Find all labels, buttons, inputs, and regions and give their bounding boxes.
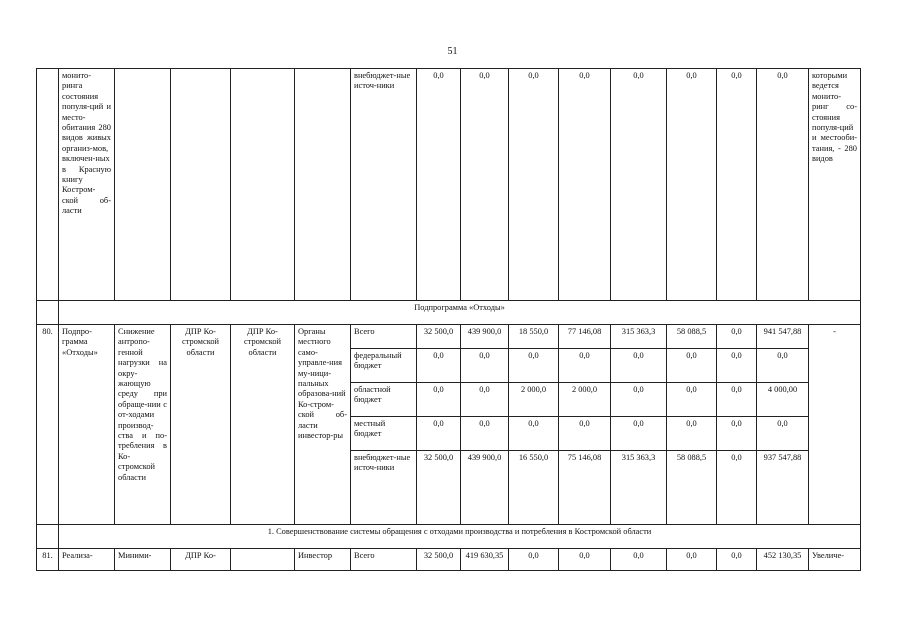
- cell-value: 75 146,08: [559, 451, 611, 525]
- cell-value: 0,0: [461, 69, 509, 301]
- cell-value: 0,0: [611, 417, 667, 451]
- cell-value: 0,0: [417, 417, 461, 451]
- cell-value: 0,0: [461, 383, 509, 417]
- cell-value: 0,0: [757, 349, 809, 383]
- cell-value: 0,0: [717, 349, 757, 383]
- cell-source: Всего: [351, 549, 417, 571]
- cell-value: 0,0: [509, 69, 559, 301]
- cell-value: 2 000,0: [509, 383, 559, 417]
- cell-participants: Органы местного само-управле-ния му-ници-пальных образова-ний Ко-стром-ской об-ласти инвестор-ры: [295, 325, 351, 525]
- section-row: [37, 301, 861, 325]
- cell-value: 0,0: [757, 69, 809, 301]
- cell-name: монито-ринга состояния популя-ций и место-обитания 280 видов живых организ-мов, включен-ных в Красную книгу Костром-ской об-ласти: [59, 69, 115, 301]
- cell-value: 941 547,88: [757, 325, 809, 349]
- row-number: 81.: [37, 549, 59, 571]
- page-number: 51: [447, 46, 458, 57]
- cell-source: местный бюджет: [351, 417, 417, 451]
- cell-goal: Снижение антропо-генной нагрузки на окру-жающую среду при обраще-нии с от-ходами производ-ства и по-требления в Ко-стромской области: [115, 325, 171, 525]
- cell-value: 0,0: [667, 549, 717, 571]
- cell-value: 0,0: [667, 417, 717, 451]
- cell-value: 18 550,0: [509, 325, 559, 349]
- cell-source: Всего: [351, 325, 417, 349]
- cell-value: 439 900,0: [461, 451, 509, 525]
- cell-goal: Миними-: [115, 549, 171, 571]
- cell-value: 2 000,0: [559, 383, 611, 417]
- section-title: Подпрограмма «Отходы»: [59, 301, 861, 325]
- cell-value: 58 088,5: [667, 451, 717, 525]
- cell-value: 0,0: [611, 349, 667, 383]
- cell-customer: ДПР Ко-: [171, 549, 231, 571]
- cell-result: которыми ведется монито-ринг со-стояния популя-ций и местооби-тания, - 280 видов: [809, 69, 861, 301]
- cell-value: 0,0: [417, 69, 461, 301]
- cell-value: 0,0: [559, 549, 611, 571]
- cell-executor: [231, 549, 295, 571]
- cell-value: 16 550,0: [509, 451, 559, 525]
- cell-value: 439 900,0: [461, 325, 509, 349]
- cell-value: 32 500,0: [417, 451, 461, 525]
- cell-participants: Инвестор: [295, 549, 351, 571]
- cell-value: 0,0: [717, 549, 757, 571]
- row-number: 80.: [37, 325, 59, 525]
- cell-value: 419 630,35: [461, 549, 509, 571]
- cell-value: 4 000,00: [757, 383, 809, 417]
- cell-value: 0,0: [611, 549, 667, 571]
- cell-value: 0,0: [667, 69, 717, 301]
- cell-value: 0,0: [509, 349, 559, 383]
- cell-value: 315 363,3: [611, 451, 667, 525]
- cell-value: 32 500,0: [417, 325, 461, 349]
- cell-result: Увеличе-: [809, 549, 861, 571]
- table-row: [37, 69, 861, 301]
- cell-value: 0,0: [509, 549, 559, 571]
- cell-value: 32 500,0: [417, 549, 461, 571]
- cell-source: внебюджет-ные источ-ники: [351, 451, 417, 525]
- cell-value: 0,0: [559, 69, 611, 301]
- cell-value: 58 088,5: [667, 325, 717, 349]
- cell-value: 0,0: [417, 383, 461, 417]
- section-row: [37, 525, 861, 549]
- cell-value: 77 146,08: [559, 325, 611, 349]
- cell-value: 0,0: [417, 349, 461, 383]
- cell-value: 0,0: [461, 417, 509, 451]
- cell-source: внебюджет-ные источ-ники: [351, 69, 417, 301]
- table-row: [37, 549, 861, 571]
- cell-value: 0,0: [717, 451, 757, 525]
- cell-executor: ДПР Ко-стромской области: [231, 325, 295, 525]
- cell-value: 0,0: [717, 69, 757, 301]
- cell-value: 0,0: [717, 417, 757, 451]
- cell-customer: ДПР Ко-стромской области: [171, 325, 231, 525]
- cell-value: 0,0: [611, 69, 667, 301]
- cell-name: Подпро-грамма «Отходы»: [59, 325, 115, 525]
- cell-value: 0,0: [667, 383, 717, 417]
- cell-name: Реализа-: [59, 549, 115, 571]
- cell-value: 0,0: [717, 383, 757, 417]
- cell-value: 0,0: [461, 349, 509, 383]
- section-title: 1. Совершенствование системы обращения с отходами производства и потребления в Костромской области: [59, 525, 861, 549]
- cell-value: 0,0: [757, 417, 809, 451]
- cell-value: 0,0: [667, 349, 717, 383]
- cell-value: 0,0: [559, 417, 611, 451]
- cell-result: -: [809, 325, 861, 525]
- cell-value: 937 547,88: [757, 451, 809, 525]
- table-row: [37, 325, 861, 349]
- cell-value: 452 130,35: [757, 549, 809, 571]
- cell-value: 0,0: [717, 325, 757, 349]
- cell-value: 0,0: [509, 417, 559, 451]
- cell-source: областной бюджет: [351, 383, 417, 417]
- cell-value: 315 363,3: [611, 325, 667, 349]
- program-table: [36, 68, 861, 571]
- cell-value: 0,0: [611, 383, 667, 417]
- cell-value: 0,0: [559, 349, 611, 383]
- cell-source: федеральный бюджет: [351, 349, 417, 383]
